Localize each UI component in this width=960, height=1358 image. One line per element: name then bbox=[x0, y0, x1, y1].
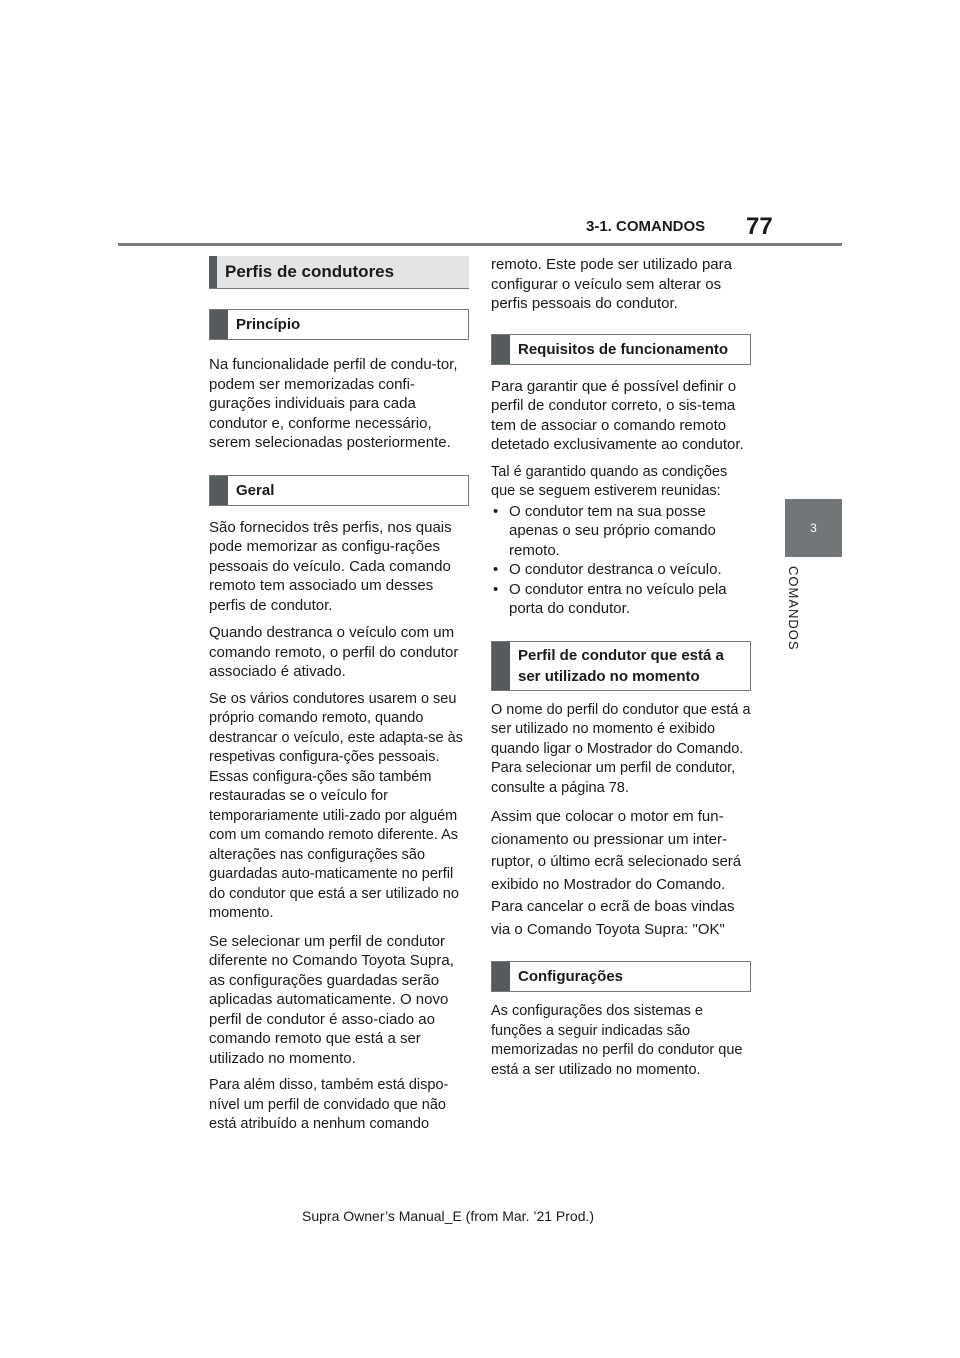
paragraph: São fornecidos três perfis, nos quais pode memorizar as configu-rações pessoais do veículo. Cada comando remoto tem associado um desses perfis de condutor. bbox=[209, 518, 452, 614]
paragraph: Na funcionalidade perfil de condu-tor, podem ser memorizadas confi-gurações individuais para cada condutor e, conforme necessário, serem selecionadas posteriormente. bbox=[209, 356, 458, 451]
header-rule bbox=[118, 243, 842, 246]
paragraph: Tal é garantido quando as condições que se seguem estiverem reunidas: bbox=[491, 463, 728, 499]
list-item: • O condutor destranca o veículo. bbox=[491, 560, 751, 580]
main-heading bbox=[209, 256, 469, 289]
conditions-list bbox=[491, 502, 751, 619]
left-column bbox=[209, 256, 469, 1143]
paragraph: Se os vários condutores usarem o seu próprio comando remoto, quando destrancar o veículo, este adapta-se às respetivas configura-ções pessoais. Essas configura-ções são também restauradas se o veículo for temporariamente utili-zado por alguém com um comando remoto diferente. As alterações nas configurações são guardadas auto-maticamente no perfil do condutor que está a ser utilizado no momento. bbox=[209, 690, 463, 921]
right-column bbox=[491, 255, 751, 1088]
subheading-principle bbox=[209, 309, 469, 340]
paragraph: Para além disso, também está dispo-nível um perfil de convidado que não está atribuído a nenhum comando bbox=[209, 1077, 449, 1132]
chapter-number: 3 bbox=[810, 521, 817, 535]
paragraph: O nome do perfil do condutor que está a ser utilizado no momento é exibido quando ligar o Mostrador do Comando. Para selecionar um perfil de condutor, consulte a página 78. bbox=[491, 701, 751, 796]
page-number: 77 bbox=[746, 213, 773, 240]
chapter-tab bbox=[785, 499, 842, 557]
paragraph: Para garantir que é possível definir o perfil de condutor correto, o sis-tema tem de associar o comando remoto detetado exclusivamente ao condutor. bbox=[491, 377, 744, 453]
main-heading-text: Perfis de condutores bbox=[225, 262, 395, 281]
paragraph: Se selecionar um perfil de condutor diferente no Comando Toyota Supra, as configurações guardadas serão aplicadas automaticamente. O novo perfil de condutor é asso-ciado ao comando remoto que está a ser utilizado no momento. bbox=[209, 932, 454, 1067]
list-item: • O condutor tem na sua posse apenas o seu próprio comando remoto. bbox=[491, 502, 751, 561]
subheading-text: Configurações bbox=[518, 968, 624, 985]
subheading-current-profile bbox=[491, 641, 751, 691]
subheading-text: Requisitos de funcionamento bbox=[518, 340, 729, 358]
subheading-text: Perfil de condutor que está a ser utilizado no momento bbox=[518, 646, 724, 685]
subheading-text: Princípio bbox=[236, 316, 301, 333]
section-title: 3-1. COMANDOS bbox=[586, 218, 706, 235]
list-item: • O condutor entra no veículo pela porta do condutor. bbox=[491, 580, 751, 619]
paragraph: Assim que colocar o motor em fun-cionamento ou pressionar um inter-ruptor, o último ecrã selecionado será exibido no Mostrador do Comando. Para cancelar o ecrã de boas vindas via o Comando Toyota Supra: "OK" bbox=[491, 808, 742, 938]
paragraph: remoto. Este pode ser utilizado para configurar o veículo sem alterar os perfis pessoais do condutor. bbox=[491, 256, 732, 312]
subheading-general bbox=[209, 475, 469, 506]
subheading-text: Geral bbox=[236, 481, 275, 499]
paragraph: As configurações dos sistemas e funções a seguir indicadas são memorizadas no perfil do condutor que está a ser utilizado no momento. bbox=[491, 1003, 743, 1078]
chapter-label: COMANDOS bbox=[786, 566, 801, 651]
paragraph: Quando destranca o veículo com um comando remoto, o perfil do condutor associado é ativado. bbox=[209, 624, 459, 680]
footer-text: Supra Owner’s Manual_E (from Mar. ’21 Prod.) bbox=[302, 1208, 595, 1224]
subheading-requirements bbox=[491, 334, 751, 365]
subheading-settings bbox=[491, 961, 751, 992]
